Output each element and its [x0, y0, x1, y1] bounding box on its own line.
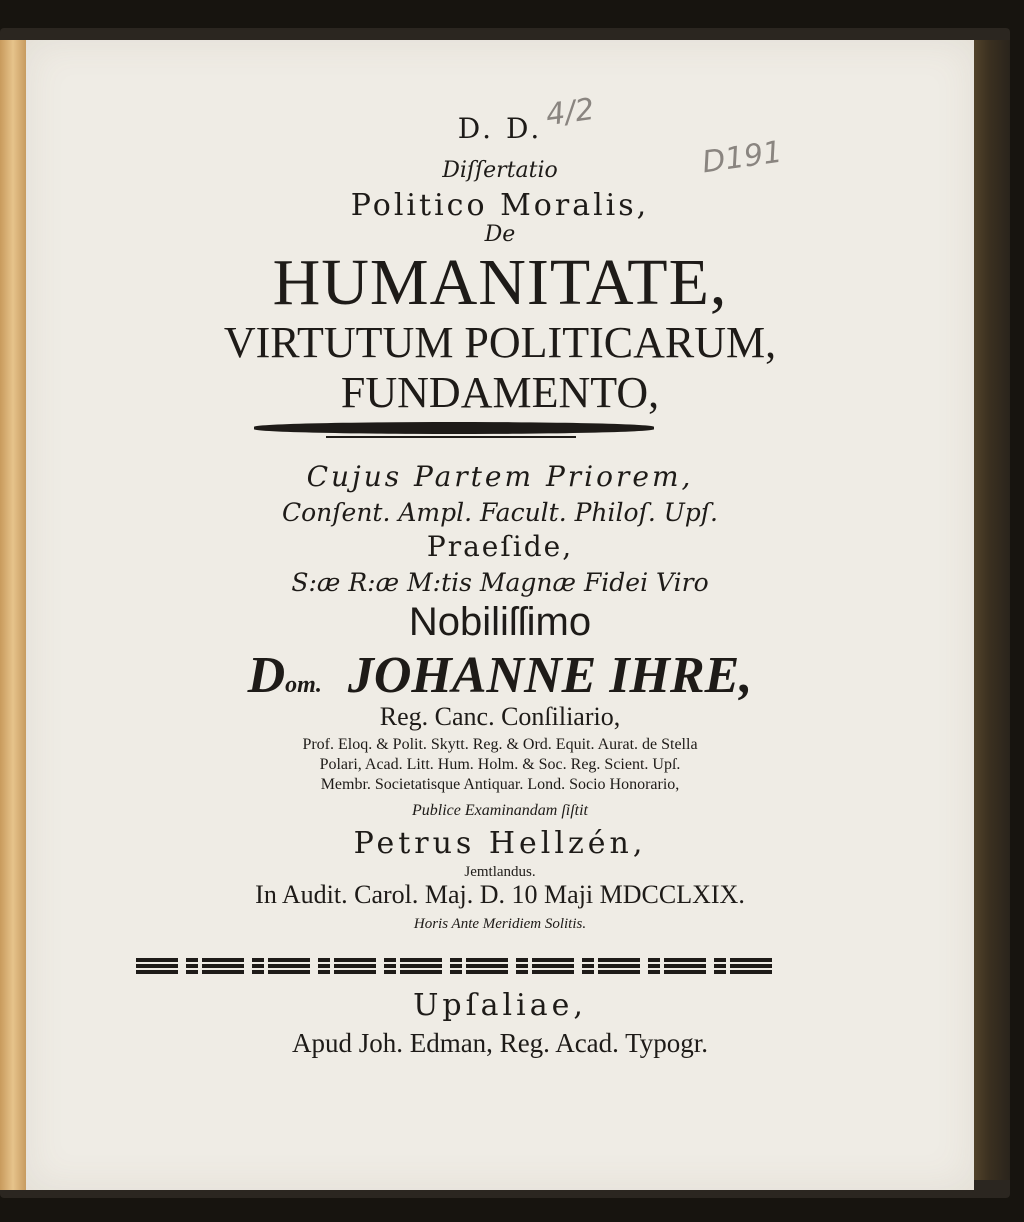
respondent-name: Petrus Hellzén, — [353, 826, 647, 861]
dom-suffix: om. — [285, 672, 322, 698]
dd-heading: D. D. — [457, 112, 543, 145]
title-page — [26, 40, 974, 1190]
title-rule-thin — [326, 436, 576, 438]
prof-line: Prof. Eloq. & Polit. Skytt. Reg. & Ord. Equit. Aurat. de Stella — [302, 736, 698, 753]
subtitle-line-1: VIRTUTUM POLITICARUM, — [223, 318, 777, 367]
politico-moralis-line: Politico Moralis, — [350, 188, 650, 223]
de-line: De — [484, 222, 516, 247]
ornamental-border — [136, 958, 772, 974]
nobilissimo-line: Nobiliſſimo — [408, 600, 592, 644]
printer-line: Apud Joh. Edman, Reg. Acad. Typogr. — [291, 1028, 709, 1058]
praeside-line: Praeſide, — [426, 530, 574, 563]
polari-line: Polari, Acad. Litt. Hum. Holm. & Soc. Reg. Scient. Upſ. — [319, 756, 681, 773]
title-rule — [254, 422, 654, 434]
subtitle-line-2: FUNDAMENTO, — [340, 368, 660, 417]
book-spine-strip — [0, 40, 26, 1190]
praeses-name — [26, 646, 974, 705]
sae-line: S:æ R:æ M:tis Magnæ Fidei Viro — [291, 568, 709, 597]
handwritten-number: 4/2 — [543, 91, 597, 134]
publice-line: Publice Examinandam ſiſtit — [412, 802, 588, 819]
handwritten-catalog-mark: D191 — [699, 134, 785, 181]
audit-line: In Audit. Carol. Maj. D. 10 Maji MDCCLXIX. — [255, 880, 745, 909]
main-title: HUMANITATE, — [272, 246, 728, 319]
dissertatio-line: Diſſertatio — [442, 158, 558, 183]
upsaliae-line: Upſaliae, — [413, 988, 587, 1023]
membr-line: Membr. Societatisque Antiquar. Lond. Socio Honorario, — [320, 776, 680, 793]
reg-canc-line: Reg. Canc. Conſiliario, — [379, 702, 621, 731]
horis-line: Horis Ante Meridiem Solitis. — [413, 916, 587, 932]
consent-line: Conſent. Ampl. Facult. Philoſ. Upſ. — [282, 498, 718, 527]
cujus-line: Cujus Partem Priorem, — [306, 460, 694, 493]
dom-initial: D — [247, 647, 286, 704]
johanne-ihre: JOHANNE IHRE, — [347, 647, 753, 704]
jemtlandus-line: Jemtlandus. — [464, 864, 536, 880]
